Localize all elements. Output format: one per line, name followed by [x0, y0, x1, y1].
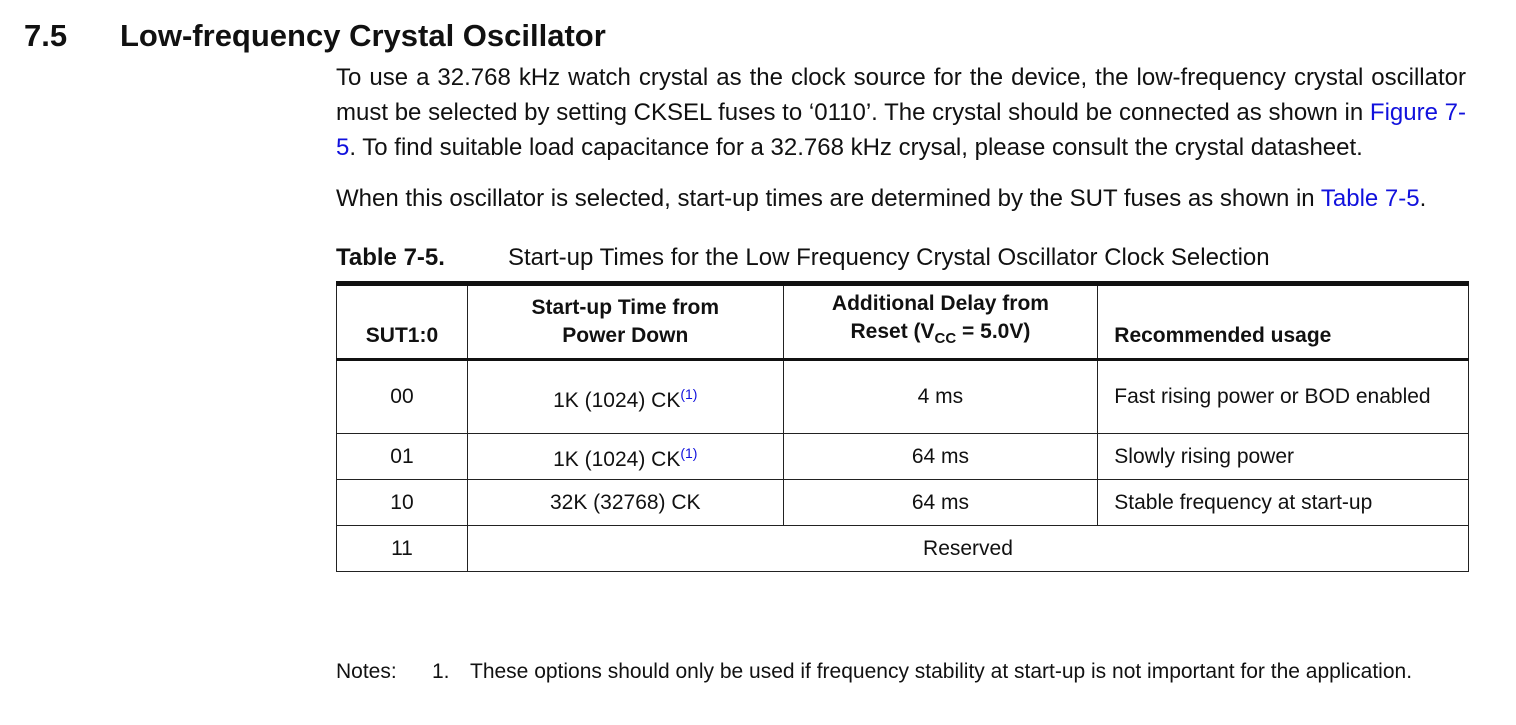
cell-startup — [467, 360, 783, 434]
cell-sut: 10 — [337, 480, 468, 526]
cell-startup — [467, 434, 783, 480]
notes-label: Notes: — [336, 660, 397, 683]
table-row — [337, 480, 1469, 526]
table-row — [337, 434, 1469, 480]
cell-startup: 32K (32768) CK — [467, 480, 783, 526]
cell-startup-text: 1K (1024) CK — [553, 448, 681, 471]
paragraph-2-text-b: . — [1419, 185, 1427, 212]
table-caption-number: Table 7-5. — [336, 244, 445, 271]
table-7-5-link[interactable]: Table 7-5 — [1320, 185, 1420, 212]
header-delay-subscript: CC — [934, 330, 957, 348]
cell-sut: 00 — [337, 360, 468, 434]
cell-usage: Stable frequency at start-up — [1098, 480, 1469, 526]
table-caption-title: Start-up Times for the Low Frequency Crystal Oscillator Clock Selection — [508, 244, 1270, 271]
cell-delay: 64 ms — [783, 434, 1098, 480]
figure-7-5-link[interactable]: Figure 7-5 — [336, 99, 1466, 161]
cell-usage: Slowly rising power — [1098, 434, 1469, 480]
header-additional-delay — [783, 284, 1098, 360]
header-delay-line2-suffix: = 5.0V) — [956, 320, 1031, 344]
cell-delay: 64 ms — [783, 480, 1098, 526]
table-header-row — [337, 284, 1469, 360]
header-delay-line2-prefix: Reset (V — [850, 320, 935, 344]
cell-startup-text: 1K (1024) CK — [553, 388, 681, 412]
paragraph-1-text-b: . To find suitable load capacitance for a 32.768 kHz crysal, please consult the crystal datasheet. — [349, 134, 1363, 161]
cell-sut: 01 — [337, 434, 468, 480]
cell-usage: Fast rising power or BOD enabled — [1098, 360, 1469, 434]
cell-delay: 4 ms — [783, 360, 1098, 434]
paragraph-2 — [336, 181, 1466, 216]
note-number: 1. — [432, 660, 450, 683]
note-text: These options should only be used if frequency stability at start-up is not important for the application. — [470, 660, 1413, 683]
note-ref-link[interactable]: (1) — [680, 385, 698, 402]
section-number: 7.5 — [24, 18, 68, 53]
cell-reserved: Reserved — [467, 526, 1468, 572]
header-recommended-usage: Recommended usage — [1098, 284, 1469, 360]
section-content — [336, 60, 1466, 572]
table-caption — [336, 243, 1466, 281]
header-startup-line1: Start-up Time from — [531, 296, 719, 319]
section-title: Low-frequency Crystal Oscillator — [120, 18, 606, 53]
paragraph-1-text-a: To use a 32.768 kHz watch crystal as the clock source for the device, the low-frequency crystal oscillator must be selected by setting CKSEL fuses to ‘0110’. The crystal should be connected as shown in — [336, 64, 1466, 126]
header-startup-line2: Power Down — [562, 324, 689, 347]
cell-sut: 11 — [337, 526, 468, 572]
header-startup-time — [467, 284, 783, 360]
paragraph-1 — [336, 60, 1466, 165]
section-heading — [24, 16, 606, 56]
table-row — [337, 360, 1469, 434]
table-row — [337, 526, 1469, 572]
header-sut: SUT1:0 — [337, 284, 468, 360]
note-ref-link[interactable]: (1) — [680, 445, 698, 461]
startup-times-table — [336, 281, 1469, 572]
header-delay-line1: Additional Delay from — [831, 292, 1049, 316]
paragraph-2-text-a: When this oscillator is selected, start-up times are determined by the SUT fuses as shown in — [336, 185, 1321, 212]
